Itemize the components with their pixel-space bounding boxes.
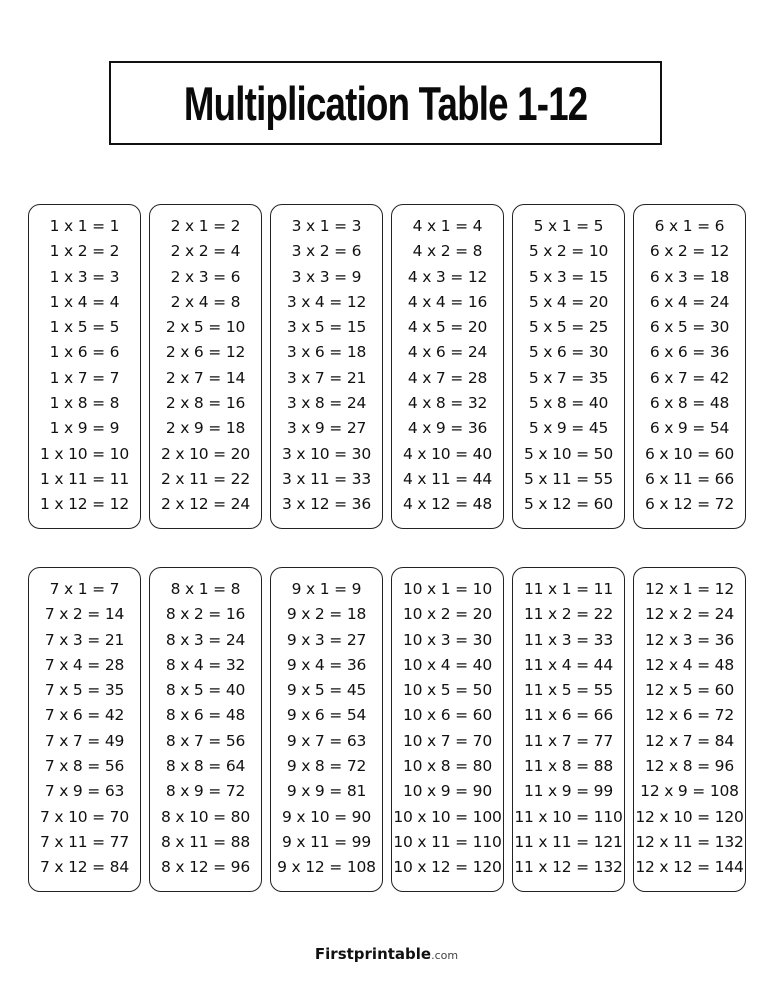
equation-line: 5 x 12 = 60	[524, 495, 613, 514]
equation-line: 3 x 4 = 12	[286, 292, 367, 311]
equation-line: 3 x 7 = 21	[286, 368, 367, 387]
equation-line: 5 x 7 = 35	[528, 368, 609, 387]
brand-name: Firstprintable	[314, 945, 432, 963]
equation-line: 10 x 12 = 120	[393, 858, 502, 877]
equation-line: 3 x 8 = 24	[286, 394, 367, 413]
times-table-card	[512, 204, 625, 529]
equation-line: 8 x 1 = 8	[170, 580, 241, 598]
equation-line: 7 x 2 = 14	[44, 605, 125, 624]
equation-line: 1 x 5 = 5	[49, 318, 120, 337]
equation-line: 12 x 6 = 72	[645, 706, 734, 725]
times-table-card	[28, 567, 141, 892]
equation-line: 3 x 3 = 9	[291, 267, 362, 286]
equation-line: 5 x 2 = 10	[528, 242, 609, 261]
times-table-card	[270, 204, 383, 529]
equation-line: 3 x 12 = 36	[282, 495, 371, 514]
equation-line: 2 x 5 = 10	[165, 318, 246, 337]
equation-line: 4 x 5 = 20	[407, 318, 488, 337]
equation-line: 9 x 1 = 9	[291, 580, 362, 598]
equation-line: 2 x 3 = 6	[170, 267, 241, 286]
equation-line: 5 x 3 = 15	[528, 267, 609, 286]
equation-line: 6 x 3 = 18	[649, 267, 730, 286]
equation-line: 4 x 11 = 44	[403, 469, 492, 488]
equation-line: 6 x 11 = 66	[645, 469, 734, 488]
equation-line: 8 x 9 = 72	[165, 782, 246, 801]
equation-line: 11 x 4 = 44	[524, 655, 613, 674]
equation-line: 10 x 5 = 50	[403, 681, 492, 700]
equation-line: 1 x 9 = 9	[49, 419, 120, 438]
equation-line: 6 x 10 = 60	[645, 444, 734, 463]
equation-line: 12 x 10 = 120	[635, 807, 744, 826]
equation-line: 7 x 1 = 7	[49, 580, 120, 598]
equation-line: 1 x 1 = 1	[49, 217, 120, 235]
times-table-card	[149, 204, 262, 529]
equation-line: 4 x 7 = 28	[407, 368, 488, 387]
equation-line: 7 x 10 = 70	[40, 807, 129, 826]
equation-line: 1 x 6 = 6	[49, 343, 120, 362]
equation-line: 7 x 5 = 35	[44, 681, 125, 700]
equation-line: 10 x 8 = 80	[403, 757, 492, 776]
equation-line: 1 x 4 = 4	[49, 292, 120, 311]
equation-line: 7 x 7 = 49	[44, 731, 125, 750]
equation-line: 7 x 9 = 63	[44, 782, 125, 801]
equation-line: 9 x 5 = 45	[286, 681, 367, 700]
equation-line: 4 x 2 = 8	[412, 242, 483, 261]
table-row-2	[28, 567, 746, 892]
equation-line: 5 x 11 = 55	[524, 469, 613, 488]
equation-line: 5 x 6 = 30	[528, 343, 609, 362]
equation-line: 6 x 12 = 72	[645, 495, 734, 514]
equation-line: 7 x 11 = 77	[40, 832, 129, 851]
equation-line: 6 x 7 = 42	[649, 368, 730, 387]
equation-line: 9 x 6 = 54	[286, 706, 367, 725]
equation-line: 8 x 6 = 48	[165, 706, 246, 725]
equation-line: 9 x 2 = 18	[286, 605, 367, 624]
equation-line: 8 x 4 = 32	[165, 655, 246, 674]
table-row-1	[28, 204, 746, 529]
brand-domain: .com	[431, 949, 459, 962]
equation-line: 12 x 7 = 84	[645, 731, 734, 750]
equation-line: 8 x 8 = 64	[165, 757, 246, 776]
equation-line: 4 x 4 = 16	[407, 292, 488, 311]
equation-line: 12 x 9 = 108	[640, 782, 739, 801]
equation-line: 2 x 1 = 2	[170, 217, 241, 235]
equation-line: 8 x 5 = 40	[165, 681, 246, 700]
equation-line: 1 x 2 = 2	[49, 242, 120, 261]
equation-line: 12 x 5 = 60	[645, 681, 734, 700]
equation-line: 4 x 9 = 36	[407, 419, 488, 438]
equation-line: 2 x 2 = 4	[170, 242, 241, 261]
title-box	[109, 61, 662, 145]
equation-line: 7 x 4 = 28	[44, 655, 125, 674]
times-table-card	[391, 204, 504, 529]
equation-line: 4 x 10 = 40	[403, 444, 492, 463]
equation-line: 8 x 7 = 56	[165, 731, 246, 750]
equation-line: 12 x 12 = 144	[635, 858, 744, 877]
equation-line: 10 x 11 = 110	[393, 832, 502, 851]
equation-line: 6 x 4 = 24	[649, 292, 730, 311]
equation-line: 8 x 12 = 96	[161, 858, 250, 877]
equation-line: 6 x 1 = 6	[654, 217, 725, 235]
equation-line: 11 x 8 = 88	[524, 757, 613, 776]
equation-line: 12 x 2 = 24	[645, 605, 734, 624]
equation-line: 8 x 11 = 88	[161, 832, 250, 851]
equation-line: 8 x 10 = 80	[161, 807, 250, 826]
equation-line: 12 x 8 = 96	[645, 757, 734, 776]
equation-line: 6 x 9 = 54	[649, 419, 730, 438]
equation-line: 8 x 3 = 24	[165, 630, 246, 649]
equation-line: 3 x 9 = 27	[286, 419, 367, 438]
equation-line: 11 x 3 = 33	[524, 630, 613, 649]
times-table-card	[149, 567, 262, 892]
equation-line: 5 x 10 = 50	[524, 444, 613, 463]
equation-line: 12 x 1 = 12	[645, 580, 734, 598]
equation-line: 11 x 5 = 55	[524, 681, 613, 700]
page-title: Multiplication Table 1-12	[183, 76, 588, 130]
equation-line: 6 x 8 = 48	[649, 394, 730, 413]
equation-line: 10 x 10 = 100	[393, 807, 502, 826]
equation-line: 10 x 9 = 90	[403, 782, 492, 801]
equation-line: 9 x 11 = 99	[282, 832, 371, 851]
times-table-card	[28, 204, 141, 529]
equation-line: 1 x 11 = 11	[40, 469, 129, 488]
equation-line: 2 x 9 = 18	[165, 419, 246, 438]
equation-line: 7 x 8 = 56	[44, 757, 125, 776]
equation-line: 4 x 12 = 48	[403, 495, 492, 514]
equation-line: 10 x 7 = 70	[403, 731, 492, 750]
equation-line: 5 x 8 = 40	[528, 394, 609, 413]
equation-line: 9 x 7 = 63	[286, 731, 367, 750]
equation-line: 1 x 10 = 10	[40, 444, 129, 463]
times-table-card	[633, 567, 746, 892]
equation-line: 12 x 3 = 36	[645, 630, 734, 649]
equation-line: 5 x 5 = 25	[528, 318, 609, 337]
equation-line: 1 x 7 = 7	[49, 368, 120, 387]
equation-line: 2 x 11 = 22	[161, 469, 250, 488]
equation-line: 3 x 10 = 30	[282, 444, 371, 463]
equation-line: 2 x 10 = 20	[161, 444, 250, 463]
equation-line: 10 x 6 = 60	[403, 706, 492, 725]
equation-line: 12 x 4 = 48	[645, 655, 734, 674]
equation-line: 11 x 11 = 121	[514, 832, 623, 851]
equation-line: 7 x 12 = 84	[40, 858, 129, 877]
equation-line: 10 x 1 = 10	[403, 580, 492, 598]
equation-line: 4 x 1 = 4	[412, 217, 483, 235]
equation-line: 2 x 4 = 8	[170, 292, 241, 311]
equation-line: 9 x 9 = 81	[286, 782, 367, 801]
equation-line: 3 x 5 = 15	[286, 318, 367, 337]
footer-brand	[0, 944, 773, 963]
equation-line: 12 x 11 = 132	[635, 832, 744, 851]
equation-line: 5 x 1 = 5	[533, 217, 604, 235]
equation-line: 6 x 6 = 36	[649, 343, 730, 362]
equation-line: 9 x 8 = 72	[286, 757, 367, 776]
times-table-card	[270, 567, 383, 892]
equation-line: 11 x 12 = 132	[514, 858, 623, 877]
equation-line: 11 x 10 = 110	[514, 807, 623, 826]
equation-line: 10 x 2 = 20	[403, 605, 492, 624]
equation-line: 3 x 6 = 18	[286, 343, 367, 362]
equation-line: 1 x 8 = 8	[49, 394, 120, 413]
equation-line: 11 x 1 = 11	[524, 580, 613, 598]
equation-line: 4 x 6 = 24	[407, 343, 488, 362]
equation-line: 9 x 10 = 90	[282, 807, 371, 826]
equation-line: 2 x 6 = 12	[165, 343, 246, 362]
equation-line: 1 x 12 = 12	[40, 495, 129, 514]
equation-line: 4 x 3 = 12	[407, 267, 488, 286]
equation-line: 5 x 4 = 20	[528, 292, 609, 311]
equation-line: 1 x 3 = 3	[49, 267, 120, 286]
equation-line: 3 x 1 = 3	[291, 217, 362, 235]
equation-line: 6 x 2 = 12	[649, 242, 730, 261]
equation-line: 2 x 7 = 14	[165, 368, 246, 387]
equation-line: 7 x 3 = 21	[44, 630, 125, 649]
equation-line: 4 x 8 = 32	[407, 394, 488, 413]
times-table-card	[391, 567, 504, 892]
equation-line: 3 x 2 = 6	[291, 242, 362, 261]
times-table-card	[633, 204, 746, 529]
equation-line: 2 x 12 = 24	[161, 495, 250, 514]
equation-line: 11 x 9 = 99	[524, 782, 613, 801]
equation-line: 7 x 6 = 42	[44, 706, 125, 725]
equation-line: 6 x 5 = 30	[649, 318, 730, 337]
equation-line: 9 x 3 = 27	[286, 630, 367, 649]
equation-line: 8 x 2 = 16	[165, 605, 246, 624]
equation-line: 11 x 2 = 22	[524, 605, 613, 624]
equation-line: 10 x 4 = 40	[403, 655, 492, 674]
equation-line: 2 x 8 = 16	[165, 394, 246, 413]
equation-line: 11 x 7 = 77	[524, 731, 613, 750]
equation-line: 9 x 12 = 108	[277, 858, 376, 877]
equation-line: 10 x 3 = 30	[403, 630, 492, 649]
equation-line: 5 x 9 = 45	[528, 419, 609, 438]
equation-line: 3 x 11 = 33	[282, 469, 371, 488]
times-table-card	[512, 567, 625, 892]
equation-line: 11 x 6 = 66	[524, 706, 613, 725]
equation-line: 9 x 4 = 36	[286, 655, 367, 674]
